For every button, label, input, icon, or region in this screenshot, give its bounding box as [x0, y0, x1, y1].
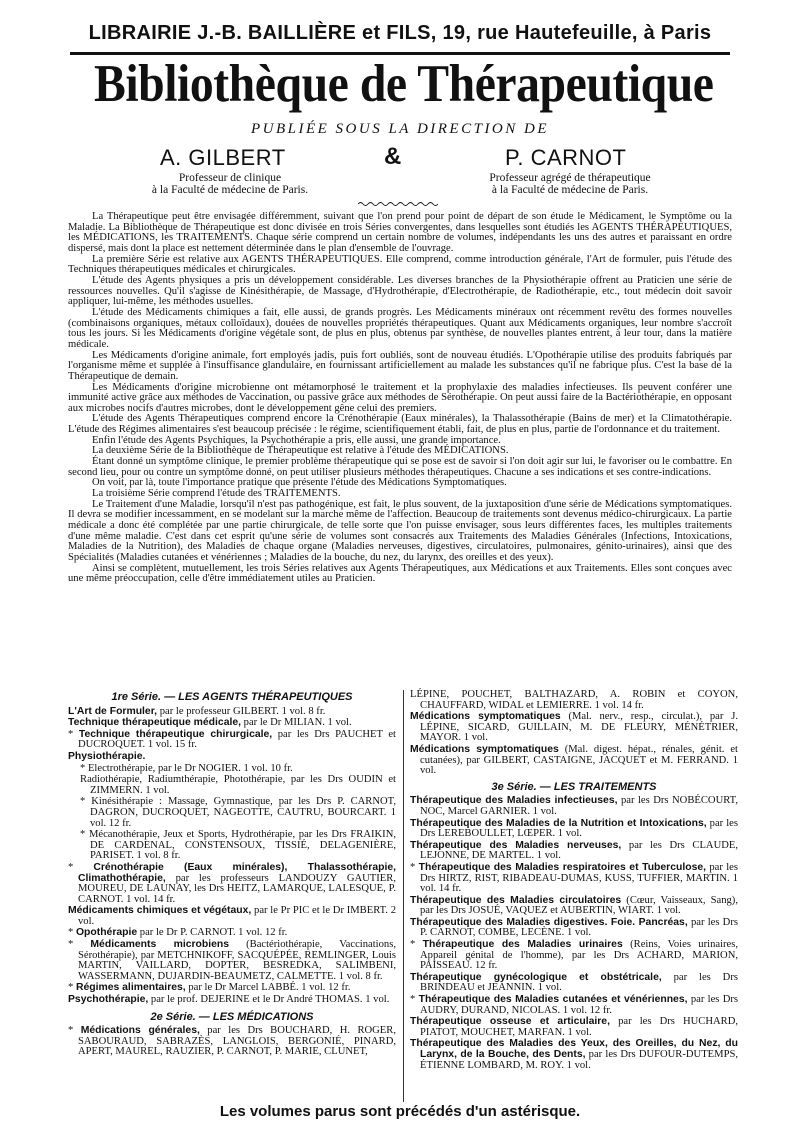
entry-details: par les Drs P. CARNOT, COMBE, LECÈNE. 1 vol.	[420, 916, 738, 939]
entry-title: Thérapeutique osseuse et articulaire,	[410, 1016, 610, 1028]
entry-details: (Bactériothérapie, Vaccinations, Sérothérapie), par METCHNIKOFF, SACQUÉPÉE, REMLINGER, Louis MARTIN, VAILLARD, DOPTER, BESREDKA, SALIMBENI, WASSERMANN, DUJARDIN-BEAUMETZ, CALMETTE. 1 vol. 8 fr.	[78, 939, 396, 982]
intro-paragraph: La première Série est relative aux AGENTS THÉRAPEUTIQUES. Elle comprend, comme introduction générale, l'Art de formuler, puis l'étude des Techniques thérapeutiques médicales et chirurgicales.	[68, 253, 732, 276]
entry-details: Electrothérapie, par le Dr NOGIER. 1 vol. 10 fr.	[87, 762, 293, 774]
intro-paragraph: Enfin l'étude des Agents Psychiques, la Psychothérapie a pris, elle aussi, une grande importance.	[92, 434, 501, 446]
catalog-entry	[410, 995, 738, 1016]
director-carnot-line1: Professeur agrégé de thérapeutique	[489, 172, 651, 184]
asterisk-mark: *	[410, 861, 419, 873]
catalog-entry	[68, 940, 396, 982]
publisher-line: LIBRAIRIE J.-B. BAILLIÈRE et FILS, 19, rue Hautefeuille, à Paris	[88, 22, 712, 44]
catalog-entry	[410, 712, 738, 744]
catalog-entry	[410, 918, 738, 939]
entry-details: (Mal. nerv., resp., circulat.), par J. LÉPINE, SICARD, GUILLAIN, M. DE FLEURY, MÉNÉTRIER, MAYOR. 1 vol.	[420, 711, 738, 744]
entry-title: Médications générales,	[80, 1025, 200, 1037]
catalog-entry	[410, 940, 738, 972]
catalog-entry	[68, 830, 396, 862]
director-carnot-line2: à la Faculté de médecine de Paris.	[491, 184, 649, 196]
entry-details: par le Pr PIC et le Dr IMBERT. 2 vol.	[78, 905, 396, 927]
entry-details: par les Drs BRINDEAU et JEANNIN. 1 vol.	[420, 971, 738, 994]
entry-details: (Cœur, Vaisseaux, Sang), par les Drs JOSUÉ, VAQUEZ et AUBERTIN, WIART. 1 vol.	[420, 894, 738, 917]
entry-details: par les Drs AUDRY, DURAND, NICOLAS. 1 vol. 12 fr.	[420, 994, 739, 1016]
entry-title: Thérapeutique des Maladies respiratoires et Tuberculose,	[418, 861, 707, 873]
footer-note: Les volumes parus sont précédés d'un astérisque.	[219, 1103, 581, 1120]
entry-details: par les Drs BOUCHARD, H. ROGER, SABOURAUD, SABRAZÈS, LANGLOIS, BERGONIÉ, PINARD, APERT, MAUREL, RAUZIER, P. CARNOT, P. MARIE, CLUNET,	[78, 1025, 396, 1058]
entry-details: par le Dr MILIAN. 1 vol.	[241, 717, 352, 729]
asterisk-mark: *	[68, 939, 91, 951]
entry-details: par le Dr P. CARNOT. 1 vol. 12 fr.	[137, 927, 288, 939]
asterisk-mark: *	[68, 982, 76, 994]
intro-paragraph: La Thérapeutique peut être envisagée différemment, suivant que l'on prend pour point de départ de son étude le Médicament, le Symptôme ou la Maladie. La Bibliothèque de Thérapeutique est donc divisée en trois Séries convergentes, dans lesquelles sont étudiés les AGENTS THÉRAPEUTIQUES, les MÉDICATIONS, les TRAITEMENTS. Chaque série comprend un certain nombre de volumes, indépendants les uns des autres et paraissant en ordre dispersé, mais dont la place est nettement déterminée dans le plan d'ensemble de l'ouvrage.	[68, 211, 732, 254]
entry-title: Thérapeutique des Maladies urinaires	[422, 939, 623, 951]
entry-details: par les Drs NOBÉCOURT, NOC, Marcel GARNIER. 1 vol.	[420, 795, 738, 817]
catalog-entry	[68, 863, 396, 905]
catalog-entry	[68, 995, 396, 1006]
column-divider	[403, 690, 404, 1102]
entry-details: par les Drs LEREBOULLET, LŒPER. 1 vol.	[420, 817, 738, 840]
catalog-entry	[410, 863, 738, 895]
subtitle: PUBLIÉE SOUS LA DIRECTION DE	[250, 121, 550, 137]
catalog-columns	[68, 689, 739, 1102]
entry-title: L'Art de Formuler,	[68, 705, 158, 717]
catalog-entry	[68, 730, 396, 751]
intro-paragraph: Les Médicaments d'origine microbienne ont métamorphosé le traitement et la prophylaxie des maladies infectieuses. Ils peuvent conférer une immunité active grâce aux méthodes de Vaccination, ou passive grâce aux méthodes de Sérothérapie. On peut aussi faire de la Bactériothérapie, en opposant aux microbes nocifs d'autres microbes, dont le développement gêne celui des premiers.	[68, 381, 732, 414]
entry-title: Crénothérapie (Eaux minérales), Thalassothérapie, Climathothérapie,	[78, 861, 396, 884]
entry-title: Thérapeutique des Maladies infectieuses,	[410, 795, 618, 807]
entry-title: Médicaments microbiens	[90, 939, 230, 951]
ampersand: &	[384, 143, 402, 170]
page-title: Bibliothèque de Thérapeutique	[94, 55, 714, 113]
entry-title: Thérapeutique des Maladies digestives. Foie. Pancréas,	[410, 916, 688, 928]
catalog-entry	[410, 841, 738, 862]
director-carnot-title	[455, 172, 685, 196]
series-3-heading: 3e Série. — LES TRAITEMENTS	[491, 780, 657, 793]
catalog-entry	[68, 718, 396, 729]
entry-title: Thérapeutique des Maladies de la Nutrition et Intoxications,	[410, 817, 707, 829]
entry-title: Technique thérapeutique chirurgicale,	[78, 728, 273, 740]
intro-paragraph: Le Traitement d'une Maladie, lorsqu'il n'est pas pathogénique, est fait, le plus souvent, de la juxtaposition d'une série de Médications symptomatiques. Il devra se modifier incessamment, en se modelant sur la marche même de l'affection. Beaucoup de traitements sont devenus médico-chirurgicaux. La partie médicale a donc été complétée par une partie chirurgicale, de telle sorte que l'on puisse envisager, sous leurs différentes faces, les multiples traitements d'une même maladie. C'est dans cet esprit qu'une série de volumes sont consacrés aux Traitements des Maladies Générales (Infections, Intoxications, Maladies de la Nutrition), des Maladies de chaque organe (Maladies nerveuses, digestives, circulatoires, pulmonaires, génito-urinaires), ainsi que des Spécialités (Maladies cutanées et vénériennes ; Maladies de la bouche, du nez, du larynx, des oreilles et des yeux).	[68, 498, 732, 563]
intro-paragraph: L'étude des Agents Thérapeutiques comprend encore la Crénothérapie (Eaux minérales), la Thalassothérapie (Bains de mer) et la Climatothérapie. L'étude des Régimes alimentaires s'est beaucoup précisée : le régime, scientifiquement établi, fait, de plus en plus, partie de l'ordonnance et du traitement.	[68, 413, 732, 436]
right-column	[410, 690, 738, 1072]
intro-paragraph: La troisième Série comprend l'étude des TRAITEMENTS.	[92, 488, 341, 500]
asterisk-mark: *	[68, 861, 94, 873]
entry-details: par le Dr Marcel LABBÉ. 1 vol. 12 fr.	[185, 982, 351, 994]
catalog-entry	[68, 775, 396, 796]
intro-paragraph: L'étude des Agents physiques a pris un développement considérable. Les diverses branches de la Physiothérapie offrent au Praticien une série de ressources nouvelles. Qu'il s'agisse de Kinésithérapie, de Massage, d'Hydrothérapie, d'Electrothérapie, de Radiothérapie, etc., tout médecin doit savoir appliquer, lui-même, les méthodes usuelles.	[68, 274, 732, 308]
entry-title: Médications symptomatiques	[410, 711, 561, 723]
catalog-entry	[68, 1026, 396, 1058]
continuation-text: LÉPINE, POUCHET, BALTHAZARD, A. ROBIN et COYON, CHAUFFARD, WIDAL et LEMIERRE. 1 vol. 14 fr.	[410, 689, 738, 711]
entry-title: Psychothérapie,	[68, 994, 149, 1006]
catalog-entry	[68, 928, 396, 939]
entry-details: (Mal. digest. hépat., rénales, génit. et cutanées), par GILBERT, CASTAIGNE, JACQUET et M. FERRAND. 1 vol.	[420, 743, 738, 777]
intro-paragraph: Les Médicaments d'origine animale, fort employés jadis, puis fort oubliés, sont de nouveau étudiés. L'Opothérapie utilise des produits fabriqués par l'organisme même et supplée à l'insuffisance glandulaire, en fournissant artificiellement au malade les substances qu'il ne fabrique plus. C'est la base de la Thérapeutique de demain.	[68, 349, 732, 382]
asterisk-mark: *	[80, 829, 89, 841]
entry-title: Technique thérapeutique médicale,	[68, 717, 242, 729]
catalog-entry	[68, 906, 396, 927]
entry-details: (Reins, Voies urinaires, Appareil génital de l'homme), par les Drs ACHARD, MARION, PAISSEAU. 12 fr.	[420, 939, 739, 972]
catalog-entry	[68, 983, 396, 994]
catalog-entry	[410, 1039, 738, 1071]
director-gilbert-title	[115, 172, 345, 196]
catalog-entry	[410, 819, 738, 840]
catalog-entry	[68, 707, 396, 718]
intro-paragraph: L'étude des Médicaments chimiques a fait, elle aussi, de grands progrès. Les Médicaments minéraux ont récemment revêtu des formes nouvelles (combinaisons organiques, métaux colloïdaux), douées de nouvelles propriétés thérapeutiques. Quant aux Médicaments organiques, leur nombre s'accroît tous les jours. Si les Médicaments d'origine végétale sont, de plus en plus, obtenus par synthèse, de nouvelles plantes entrent, à leur tour, dans la matière médicale.	[68, 306, 732, 350]
director-carnot-name: P. CARNOT	[505, 145, 627, 170]
catalog-entry	[410, 745, 738, 777]
director-gilbert-line1: Professeur de clinique	[178, 172, 282, 184]
director-gilbert-line2: à la Faculté de médecine de Paris.	[151, 184, 309, 196]
intro-paragraph: La deuxième Série de la Bibliothèque de Thérapeutique est relative à l'étude des MÉDICATIONS.	[92, 445, 509, 457]
entry-details: par le prof. DEJERINE et le Dr André THOMAS. 1 vol.	[148, 994, 390, 1006]
entry-details: par les Drs DUFOUR-DUTEMPS, ÉTIENNE LOMBARD, M. ROY. 1 vol.	[420, 1049, 738, 1071]
entry-details: par les Drs HIRTZ, RIST, RIBADEAU-DUMAS, KUSS, TUFFIER, MARTIN. 1 vol. 14 fr.	[420, 861, 738, 895]
asterisk-mark: *	[68, 927, 76, 939]
asterisk-mark: *	[68, 728, 79, 740]
catalog-entry	[410, 796, 738, 817]
entry-title: Médicaments chimiques et végétaux,	[68, 905, 252, 917]
catalog-entry	[68, 752, 396, 763]
series-2-heading: 2e Série. — LES MÉDICATIONS	[150, 1010, 314, 1023]
entry-details: par les Drs HUCHARD, PIATOT, MOUCHET, MARFAN. 1 vol.	[420, 1016, 738, 1038]
entry-details: par les Drs CLAUDE, LEJONNE, DE MARTEL. 1 vol.	[420, 839, 738, 862]
entry-details: Mécanothérapie, Jeux et Sports, Hydrothérapie, par les Drs FRAIKIN, DE CARDENAL, CONSTENSOUX, TISSIÉ, DELAGENIÈRE, PARISET. 1 vol. 8 fr.	[88, 829, 396, 862]
entry-details: par les Drs PAUCHET et DUCROQUET. 1 vol. 15 fr.	[78, 728, 396, 751]
entry-title: Physiothérapie.	[68, 750, 146, 762]
asterisk-mark: *	[410, 939, 423, 951]
asterisk-mark: *	[410, 994, 419, 1006]
catalog-entry	[410, 973, 738, 994]
entry-details: par le professeur GILBERT. 1 vol. 8 fr.	[157, 705, 326, 717]
ornament-divider	[358, 201, 438, 207]
asterisk-mark: *	[80, 796, 92, 808]
entry-title: Médications symptomatiques	[410, 743, 559, 755]
entry-details: par les professeurs LANDOUZY GAUTIER, MOUREU, DE LAUNAY, les Drs HEITZ, LAMARQUE, LALESQUE, P. CARNOT. 1 vol. 14 fr.	[78, 872, 396, 905]
entry-title: Thérapeutique des Maladies nerveuses,	[410, 839, 622, 851]
entry-title: Régimes alimentaires,	[75, 982, 186, 994]
asterisk-mark: *	[80, 762, 88, 774]
series-1-heading: 1re Série. — LES AGENTS THÉRAPEUTIQUES	[111, 691, 353, 703]
left-column	[68, 690, 396, 1059]
catalog-entry	[410, 896, 738, 917]
catalog-entry	[68, 764, 396, 775]
intro-paragraph: On voit, par là, toute l'importance pratique que présente l'étude des Médications Symptomatiques.	[92, 477, 507, 489]
director-gilbert-name: A. GILBERT	[160, 145, 286, 170]
entry-details: Kinésithérapie : Massage, Gymnastique, par les Drs P. CARNOT, DAGRON, DUCROQUET, NAGEOTTE, CAUTRU, BOURCART. 1 vol. 12 fr.	[90, 796, 397, 829]
intro-paragraph: Ainsi se complètent, mutuellement, les trois Séries relatives aux Agents Thérapeutiques, aux Médications et aux Traitements. Elles sont conçues avec une même préoccupation, celle d'être immédiatement utiles au Praticien.	[68, 562, 732, 585]
entry-title: Thérapeutique des Maladies cutanées et vénériennes,	[418, 994, 688, 1006]
entry-title: Thérapeutique gynécologique et obstétricale,	[410, 971, 662, 983]
asterisk-mark: *	[68, 1025, 81, 1037]
entry-details: Radiothérapie, Radiumthérapie, Photothérapie, par les Drs OUDIN et ZIMMERN. 1 vol.	[80, 774, 396, 796]
entry-title: Opothérapie	[75, 927, 138, 939]
intro-text	[68, 212, 732, 585]
entry-title: Thérapeutique des Maladies des Yeux, des Oreilles, du Nez, du Larynx, de la Bouche, des Dents,	[410, 1038, 738, 1060]
intro-paragraph: Étant donné un symptôme clinique, le premier problème thérapeutique qui se pose est de savoir si l'on doit agir sur lui, le favoriser ou le combattre. En second lieu, pour ou contre un symptôme donné, on peut utiliser plusieurs méthodes thérapeutiques. Chacune a ses indications et ses contre-indications.	[68, 456, 732, 478]
catalog-entry	[410, 1017, 738, 1038]
entry-title: Thérapeutique des Maladies circulatoires	[410, 894, 622, 906]
catalog-entry	[68, 797, 396, 829]
